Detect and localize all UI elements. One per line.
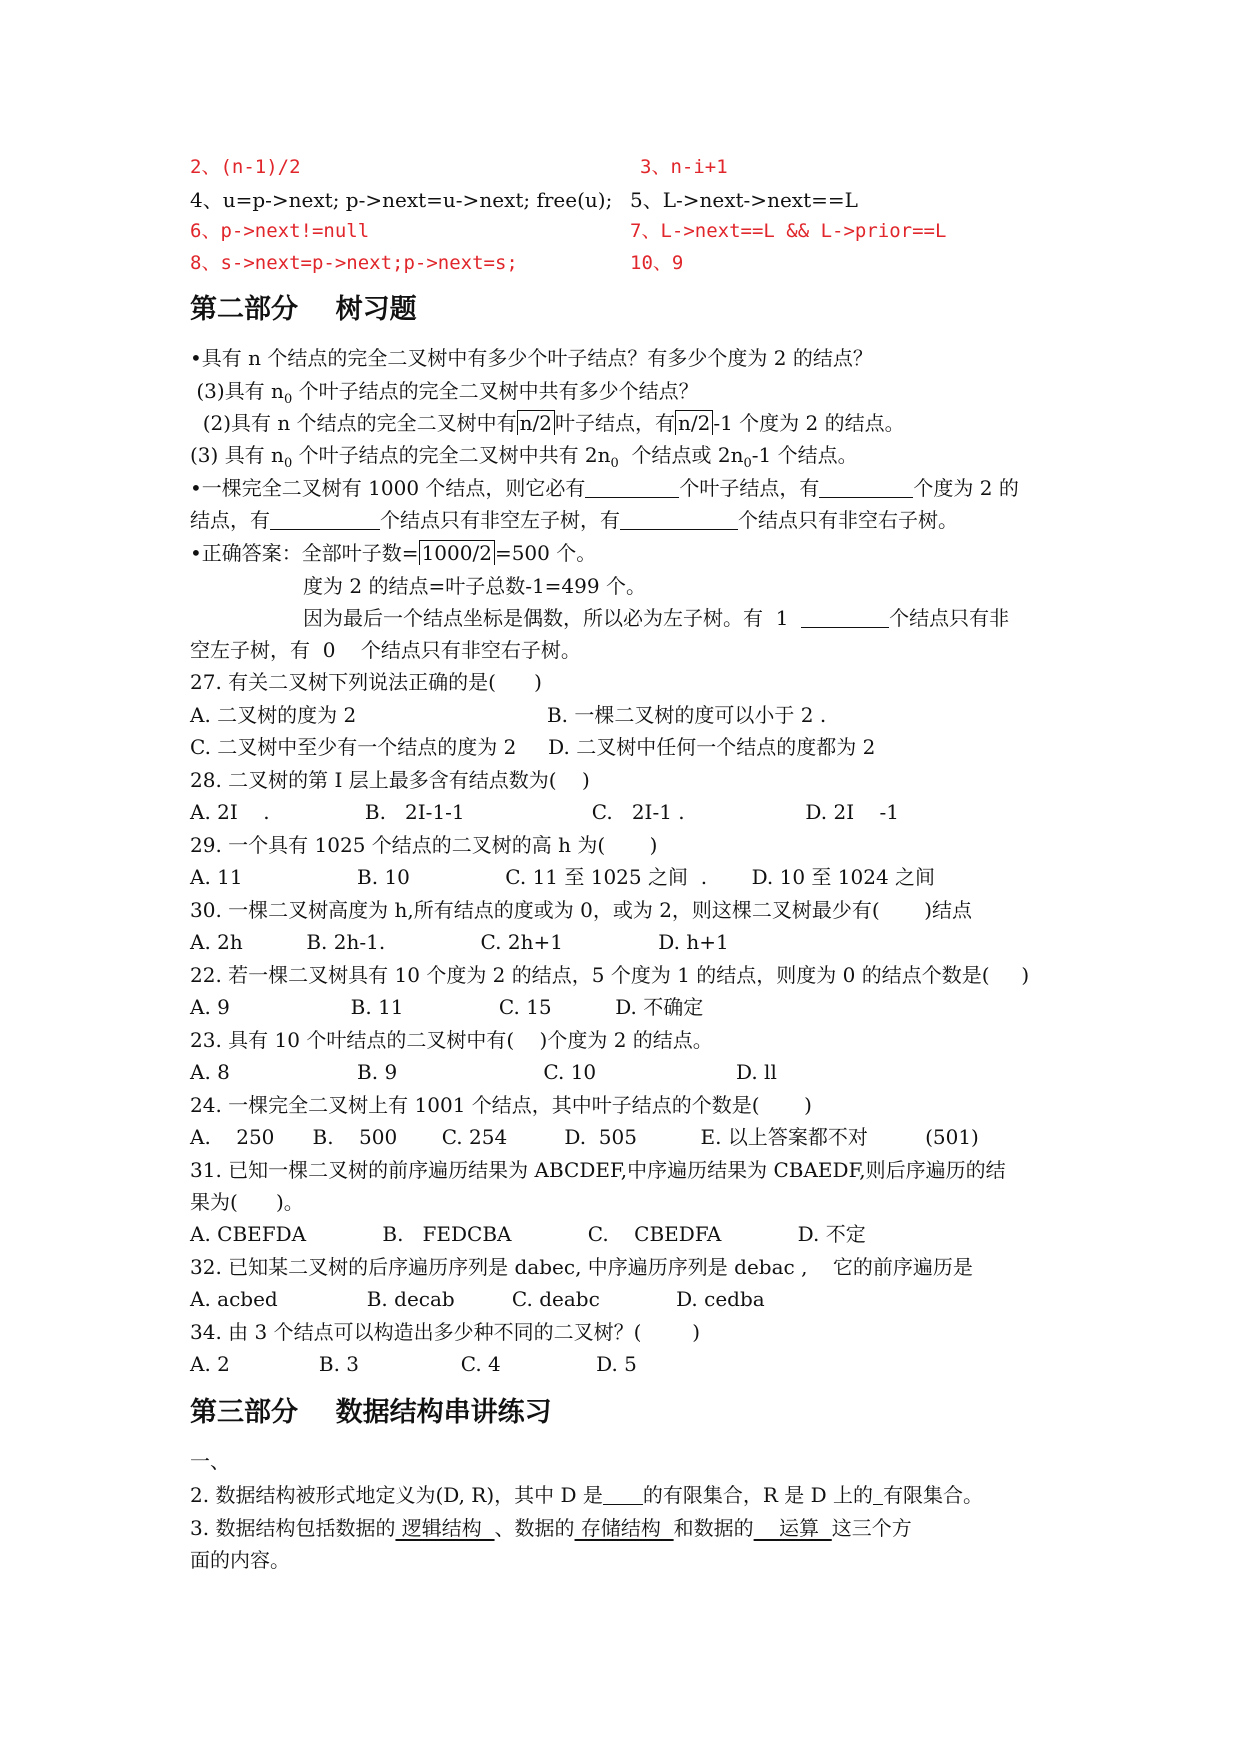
blank[interactable] (873, 1484, 883, 1505)
mcq-line: A. CBEFDA B. FEDCBA C. CBEDFA D. 不定 (190, 1222, 866, 1246)
section-3-title: 第三部分 数据结构串讲练习 (190, 1397, 552, 1428)
mcq-line: A. 9 B. 11 C. 15 D. 不确定 (190, 995, 704, 1019)
mcq-line: C. 二叉树中至少有一个结点的度为 2 D. 二叉树中任何一个结点的度都为 2 (190, 735, 876, 759)
answer-10: 10、9 (630, 252, 684, 274)
s3-question-3-cont: 面的内容。 (190, 1548, 290, 1572)
mcq-line: A. 8 B. 9 C. 10 D. ll (190, 1060, 777, 1084)
blank[interactable] (801, 607, 889, 628)
answer-3: 3、n-i+1 (640, 156, 728, 178)
blank[interactable] (603, 1484, 643, 1505)
correct-answer-2: 度为 2 的结点=叶子总数-1=499 个。 (303, 574, 646, 598)
blank[interactable] (585, 477, 679, 498)
tree-question-1: •具有 n 个结点的完全二叉树中有多少个叶子结点？有多少个度为 2 的结点？ (190, 346, 873, 370)
answer-6: 6、p->next!=null (190, 220, 370, 242)
answer-2: 2、(n-1)/2 (190, 156, 301, 178)
answer-7: 7、L->next==L && L->prior==L (630, 220, 947, 242)
answer-8: 8、s->next=p->next;p->next=s; (190, 252, 518, 274)
tree-question-2-cont: 结点，有 个结点只有非空左子树，有 个结点只有非空右子树。 (190, 508, 958, 532)
mcq-line: A. 二叉树的度为 2 B. 一棵二叉树的度可以小于 2 . (190, 703, 827, 727)
mcq-line: 28. 二叉树的第 I 层上最多含有结点数为( ) (190, 768, 590, 792)
tree-question-1b: (3)具有 $n_0$ 个叶子结点的完全二叉树中共有多少个结点？ (190, 379, 699, 407)
mcq-line: 31. 已知一棵二叉树的前序遍历结果为 ABCDEF,中序遍历结果为 CBAEDF,则后序遍历的结 (190, 1158, 1006, 1182)
mcq-line: 24. 一棵完全二叉树上有 1001 个结点，其中叶子结点的个数是( ) (190, 1093, 812, 1117)
blank[interactable] (819, 477, 913, 498)
mcq-line: 27. 有关二叉树下列说法正确的是( ) (190, 670, 542, 694)
mcq-line: 23. 具有 10 个叶结点的二叉树中有( )个度为 2 的结点。 (190, 1028, 713, 1052)
s3-question-2: 2. 数据结构被形式地定义为(D, R)，其中 D 是 的有限集合，R 是 D 上的 有限集合。 (190, 1483, 984, 1507)
mcq-line: 22. 若一棵二叉树具有 10 个度为 2 的结点，5 个度为 1 的结点，则度为 0 的结点个数是( ) (190, 963, 1030, 987)
mcq-line: A. 11 B. 10 C. 11 至 1025 之间 . D. 10 至 1024 之间 (190, 865, 936, 889)
correct-answer-3: 因为最后一个结点坐标是偶数，所以必为左子树。有 1 个结点只有非 (303, 606, 1010, 630)
section-3-roman: 一、 (190, 1449, 230, 1473)
section-2-title: 第二部分 树习题 (190, 294, 417, 325)
mcq-line: 30. 一棵二叉树高度为 h,所有结点的度或为 0，或为 2，则这棵二叉树最少有( )结点 (190, 898, 973, 922)
mcq-line: 29. 一个具有 1025 个结点的二叉树的高 h 为( ) (190, 833, 658, 857)
tree-answer-2: (3) 具有 $n_0$ 个叶子结点的完全二叉树中共有 $2n_0$ 个结点或 $2n_0-1$ 个结点。 (190, 443, 858, 471)
answer-4: 4、u=p->next; p->next=u->next; free(u); (190, 188, 613, 212)
s3-question-3: 3. 数据结构包括数据的 逻辑结构 、数据的 存储结构 和数据的 运算 这三个方 (190, 1516, 912, 1540)
mcq-line: A. 250 B. 500 C. 254 D. 505 E. 以上答案都不对 (501) (190, 1125, 979, 1149)
mcq-line: A. 2I . B. 2I-1-1 C. 2I-1 . D. 2I -1 (190, 800, 900, 824)
correct-answer-1: •正确答案：全部叶子数= 1000/2 =500 个。 (190, 541, 597, 565)
mcq-line: A. 2h B. 2h-1. C. 2h+1 D. h+1 (190, 930, 729, 954)
blank[interactable] (620, 509, 738, 530)
correct-answer-4: 空左子树，有 0 个结点只有非空右子树。 (190, 638, 581, 662)
answer-5: 5、L->next->next==L (630, 188, 858, 212)
mcq-line: 果为( )。 (190, 1190, 304, 1214)
blank[interactable] (270, 509, 380, 530)
mcq-line: 32. 已知某二叉树的后序遍历序列是 dabec, 中序遍历序列是 debac , 它的前序遍历是 (190, 1255, 973, 1279)
mcq-line: A. acbed B. decab C. deabc D. cedba (190, 1287, 765, 1311)
mcq-line: A. 2 B. 3 C. 4 D. 5 (190, 1352, 637, 1376)
tree-question-2: •一棵完全二叉树有 1000 个结点，则它必有 个叶子结点，有 个度为 2 的 (190, 476, 1019, 500)
tree-answer-1: (2)具有 n 个结点的完全二叉树中有 n/2 叶子结点，有 n/2 -1 个度为 2 的结点。 (190, 411, 905, 435)
mcq-line: 34. 由 3 个结点可以构造出多少种不同的二叉树？( ) (190, 1320, 701, 1344)
